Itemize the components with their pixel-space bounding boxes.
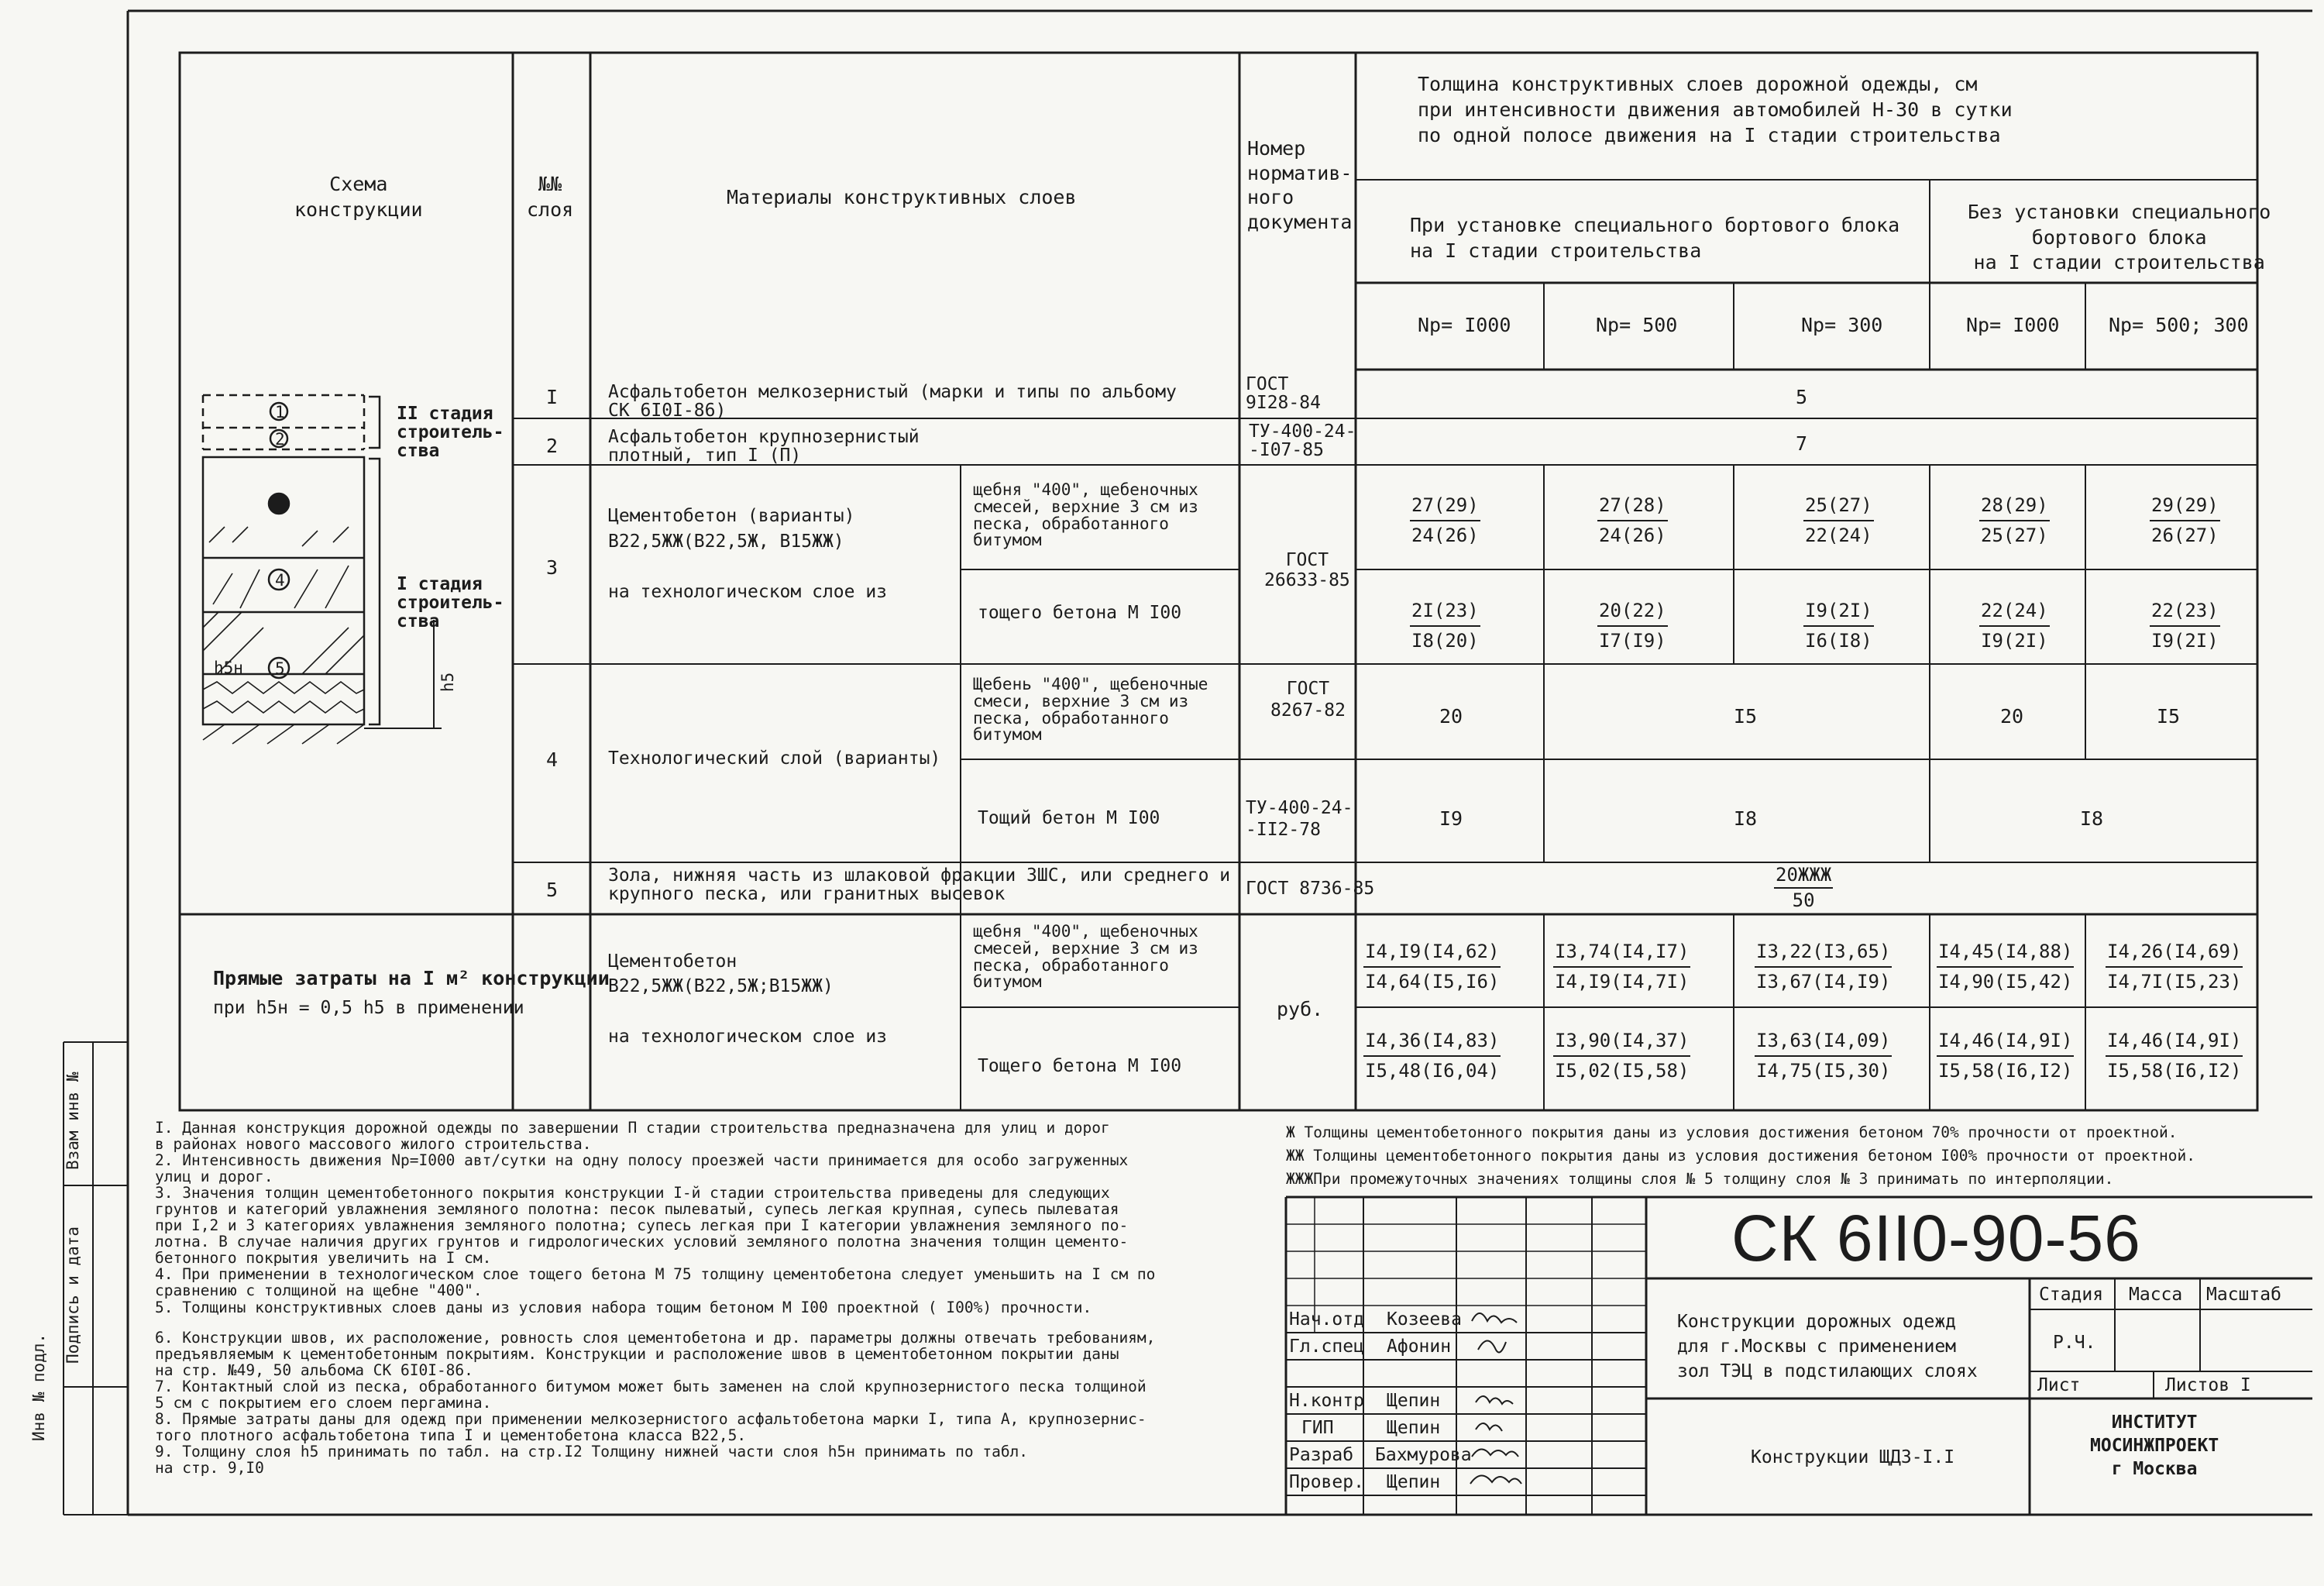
c-b-5: $\frac{I4,46(I4,9I)}{I5,58(I6,I2)}$ <box>2106 1027 2243 1085</box>
staff-role-3: Н.контр <box>1289 1391 1364 1411</box>
note-line: 2. Интенсивность движения Nр=I000 авт/сутки на одну полосу проезжей части принимается для особо загруженных <box>155 1151 1129 1170</box>
row-4-material: Технологический слой (варианты) <box>608 748 941 769</box>
note-line: 9. Толщину слоя h5 принимать по табл. на стр.I2 Толщину нижней части слоя h5н принимать по табл. <box>155 1442 1029 1460</box>
row-2-material: Асфальтобетон крупнозернистый плотный, тип I (П) <box>608 427 920 466</box>
row-4-sub-1-doc: ГОСТ 8267-82 <box>1270 679 1346 721</box>
note-line: бетонного покрытия увеличить на I см. <box>155 1249 492 1268</box>
c-b-4: $\frac{I4,46(I4,9I)}{I5,58(I6,I2)}$ <box>1937 1027 2074 1085</box>
row-3-sub-2-label: тощего бетона М I00 <box>978 603 1182 623</box>
row-1-no: I <box>546 386 559 408</box>
header-without-block: Без установки специального бортового блока на I стадии строительства <box>1968 201 2271 274</box>
stage-2-label: II стадия строитель- ства <box>397 404 504 462</box>
row-1-material: Асфальтобетон мелкозернистый (марки и типы по альбому СК 6I0I-86) <box>608 382 1177 421</box>
row-2-no: 2 <box>546 435 559 457</box>
stamp-description: Конструкции дорожных одежд для г.Москвы с применением зол ТЭЦ в подстилающих слоях <box>1677 1312 1978 1382</box>
row-3-no: 3 <box>546 556 559 579</box>
np-500: Nр= 500 <box>1596 314 1678 336</box>
row-5-value: 20ЖЖЖ 50 <box>1776 864 1832 912</box>
staff-role-6: Провер. <box>1289 1472 1364 1492</box>
r3-b-2: $\frac{20(22)}{I7(I9)}$ <box>1597 597 1668 655</box>
side-signature-date: Подпись и дата <box>64 1226 82 1364</box>
stamp-stage-header: Стадия <box>2039 1285 2104 1305</box>
staff-name-6: Щепин <box>1387 1472 1441 1492</box>
header-materials: Материалы конструктивных слоев <box>727 186 1077 208</box>
np-1000-a: Nр= I000 <box>1418 314 1511 336</box>
note-line: I. Данная конструкция дорожной одежды по завершении П стадии строительства предназначена для улиц и дорог <box>155 1119 1110 1137</box>
stamp-construction: Конструкции ЩДЗ-I.I <box>1751 1447 1955 1467</box>
document-code: СК 6II0-90-56 <box>1731 1202 2141 1275</box>
stamp-sheets: Листов I <box>2165 1375 2251 1395</box>
stage-1-label: I стадия строитель- ства <box>397 574 504 632</box>
row-4-sub-2-doc: ТУ-400-24- -II2-78 <box>1246 798 1353 840</box>
note-footnote-2: ЖЖ Толщины цементобетонного покрытия даны из условия достижения бетоном I00% прочности от проектной. <box>1286 1147 2195 1165</box>
costs-unit: руб. <box>1277 998 1324 1020</box>
r4-b-1: I9 <box>1439 807 1463 830</box>
header-scheme: Схема конструкции <box>294 173 423 221</box>
note-line <box>155 1316 1155 1330</box>
r3-a-2: $\frac{27(28)}{24(26)}$ <box>1597 491 1668 550</box>
stamp-stage: Р.Ч. <box>2053 1333 2096 1353</box>
c-b-2: $\frac{I3,90(I4,37)}{I5,02(I5,58)}$ <box>1553 1027 1690 1085</box>
stamp-sheet: Лист <box>2037 1375 2081 1395</box>
note-line: лотна. В случае наличия других грунтов и гидрологических условий земляного полотна значения толщин цементо- <box>155 1233 1129 1251</box>
header-layer-no: №№ слоя <box>527 173 574 221</box>
row-1-value: 5 <box>1796 386 1808 408</box>
notes-left <box>155 1120 1155 1476</box>
costs-material: Цементобетон В22,5ЖЖ(В22,5Ж;В15ЖЖ) на технологическом слое из <box>608 951 888 1047</box>
note-line: на стр. 9,I0 <box>155 1458 264 1477</box>
side-replace-inv: Взам инв № <box>64 1072 82 1170</box>
costs-sub-2-label: Тощего бетона М I00 <box>978 1056 1182 1076</box>
note-line: при I,2 и 3 категориях увлажнения земляного полотна; супесь легкая при I категории увлажнения земляного по- <box>155 1216 1129 1235</box>
staff-role-1: Нач.отд <box>1289 1309 1364 1330</box>
row-5-doc: ГОСТ 8736-85 <box>1246 879 1375 899</box>
row-3-sub-1-label: щебня "400", щебеночных смесей, верхние 3 см из песка, обработанного битумом <box>973 480 1198 550</box>
c-a-3: $\frac{I3,22(I3,65)}{I3,67(I4,I9)}$ <box>1755 937 1892 996</box>
stamp-organization: ИНСТИТУТ МОСИНЖПРОЕКТ г Москва <box>2090 1412 2219 1479</box>
r4-a-2: I5 <box>1734 705 1758 728</box>
scheme-label-4: 4 <box>275 571 285 590</box>
note-line: 7. Контактный слой из песка, обработанного битумом может быть заменен на слой крупнозернистого песка толщиной <box>155 1377 1147 1395</box>
costs-condition: при h5н = 0,5 h5 в применении <box>213 998 524 1018</box>
scheme-label-5: 5 <box>275 659 285 678</box>
row-4-sub-1-label: Щебень "400", щебеночные смеси, верхние 3 см из песка, обработанного битумом <box>973 675 1208 745</box>
note-line: предъявляемым к цементобетонным покрытиям. Конструкции и расположение швов в цементобетонном покрытии даны <box>155 1344 1119 1363</box>
r3-b-1: $\frac{2I(23)}{I8(20)}$ <box>1410 597 1480 655</box>
note-line: грунтов и категорий увлажнения земляного полотна: песок пылеватый, супесь легкая крупная, супесь пылеватая <box>155 1200 1119 1219</box>
r3-b-3: $\frac{I9(2I)}{I6(I8)}$ <box>1803 597 1874 655</box>
scheme-label-2: 2 <box>275 430 285 449</box>
row-2-value: 7 <box>1796 432 1808 455</box>
r3-b-5: $\frac{22(23)}{I9(2I)}$ <box>2150 597 2220 655</box>
staff-role-2: Гл.спец <box>1289 1337 1364 1357</box>
r4-b-3: I8 <box>2080 807 2104 830</box>
scheme-label-1: 1 <box>275 403 285 421</box>
note-line: в районах нового массового жилого строительства. <box>155 1135 592 1154</box>
c-a-1: $\frac{I4,I9(I4,62)}{I4,64(I5,I6)}$ <box>1363 937 1501 996</box>
r3-a-5: $\frac{29(29)}{26(27)}$ <box>2150 491 2220 550</box>
row-5-material: Зола, нижняя часть из шлаковой фракции ЗШС, или среднего и крупного песка, или гранитных высевок <box>608 865 1231 905</box>
row-3-doc: ГОСТ 26633-85 <box>1264 550 1350 591</box>
row-3-material: Цементобетон (варианты) В22,5ЖЖ(В22,5Ж, В15ЖЖ) на технологическом слое из <box>608 506 888 602</box>
staff-role-4: ГИП <box>1301 1418 1334 1438</box>
row-5-no: 5 <box>546 879 559 901</box>
staff-role-5: Разраб <box>1289 1445 1354 1465</box>
note-line: 8. Прямые затраты даны для одежд при применении мелкозернистого асфальтобетона марки I, типа А, крупнозернис- <box>155 1409 1147 1428</box>
c-a-2: $\frac{I3,74(I4,I7)}{I4,I9(I4,7I)}$ <box>1553 937 1690 996</box>
r3-a-4: $\frac{28(29)}{25(27)}$ <box>1979 491 2050 550</box>
r4-b-2: I8 <box>1734 807 1758 830</box>
note-line: сравнению с толщиной на щебне "400". <box>155 1282 483 1300</box>
c-b-3: $\frac{I3,63(I4,09)}{I4,75(I5,30)}$ <box>1755 1027 1892 1085</box>
r4-a-3: 20 <box>2000 705 2024 728</box>
r3-a-1: $\frac{27(29)}{24(26)}$ <box>1410 491 1480 550</box>
note-line: 5 см с покрытием его слоем пергамина. <box>155 1393 492 1412</box>
staff-name-4: Щепин <box>1387 1418 1441 1438</box>
note-line: 4. При применении в технологическом слое тощего бетона М 75 толщину цементобетона следует уменьшить на I см по <box>155 1265 1156 1284</box>
row-4-sub-2-label: Тощий бетон М I00 <box>978 808 1160 828</box>
header-thickness-title: Толщина конструктивных слоев дорожной одежды, см при интенсивности движения автомобилей Н-30 в сутки по одной полосе движения на I стадии строительства <box>1418 73 2013 146</box>
note-line: 6. Конструкции швов, их расположение, ровность слоя цементобетона и др. параметры должны отвечать требованиям, <box>155 1328 1156 1347</box>
staff-name-3: Щепин <box>1387 1391 1441 1411</box>
header-doc-no: Номер норматив- ного документа <box>1247 137 1353 233</box>
row-2-doc: ТУ-400-24- -I07-85 <box>1249 421 1356 461</box>
note-line: улиц и дорог. <box>155 1168 273 1186</box>
h5n-label: h5н <box>214 659 243 677</box>
note-line: 5. Толщины конструктивных слоев даны из условия набора тощим бетоном М I00 проектной ( I00%) прочности. <box>155 1298 1092 1316</box>
costs-sub-1-label: щебня "400", щебеночных смесей, верхние 3 см из песка, обработанного битумом <box>973 922 1198 992</box>
header-with-block: При установке специального бортового блока на I стадии строительства <box>1410 214 1900 262</box>
row-4-no: 4 <box>546 748 559 771</box>
staff-name-1: Козеева <box>1387 1309 1462 1330</box>
r3-b-4: $\frac{22(24)}{I9(2I)}$ <box>1979 597 2050 655</box>
note-line: на стр. №49, 50 альбома СК 6I0I-86. <box>155 1361 473 1379</box>
h5-label: h5 <box>438 672 458 693</box>
note-line: того плотного асфальтобетона типа I и цементобетона класса В22,5. <box>155 1426 747 1444</box>
note-footnote-3: ЖЖЖПри промежуточных значениях толщины слоя № 5 толщину слоя № 3 принимать по интерполяции. <box>1286 1170 2114 1189</box>
stamp-mass-header: Масса <box>2129 1285 2183 1305</box>
r3-a-3: $\frac{25(27)}{22(24)}$ <box>1803 491 1874 550</box>
notes-right <box>1286 1121 2195 1192</box>
np-1000-b: Nр= I000 <box>1966 314 2060 336</box>
note-footnote-1: Ж Толщины цементобетонного покрытия даны из условия достижения бетоном 70% прочности от проектной. <box>1286 1123 2178 1141</box>
np-300: Nр= 300 <box>1801 314 1883 336</box>
np-500-300: Nр= 500; 300 <box>2109 314 2249 336</box>
stamp-scale-header: Масштаб <box>2206 1285 2281 1305</box>
costs-title: Прямые затраты на I м² конструкции <box>213 967 610 989</box>
note-line: 3. Значения толщин цементобетонного покрытия конструкции I-й стадии строительства приведены для следующих <box>155 1184 1110 1202</box>
c-a-4: $\frac{I4,45(I4,88)}{I4,90(I5,42)}$ <box>1937 937 2074 996</box>
c-b-1: $\frac{I4,36(I4,83)}{I5,48(I6,04)}$ <box>1363 1027 1501 1085</box>
staff-name-5: Бахмурова <box>1375 1445 1472 1465</box>
r4-a-4: I5 <box>2157 705 2181 728</box>
side-inv-no: Инв № подл. <box>29 1333 48 1441</box>
row-1-doc: ГОСТ 9I28-84 <box>1246 374 1321 414</box>
staff-name-2: Афонин <box>1387 1337 1452 1357</box>
r4-a-1: 20 <box>1439 705 1463 728</box>
c-a-5: $\frac{I4,26(I4,69)}{I4,7I(I5,23)}$ <box>2106 937 2243 996</box>
